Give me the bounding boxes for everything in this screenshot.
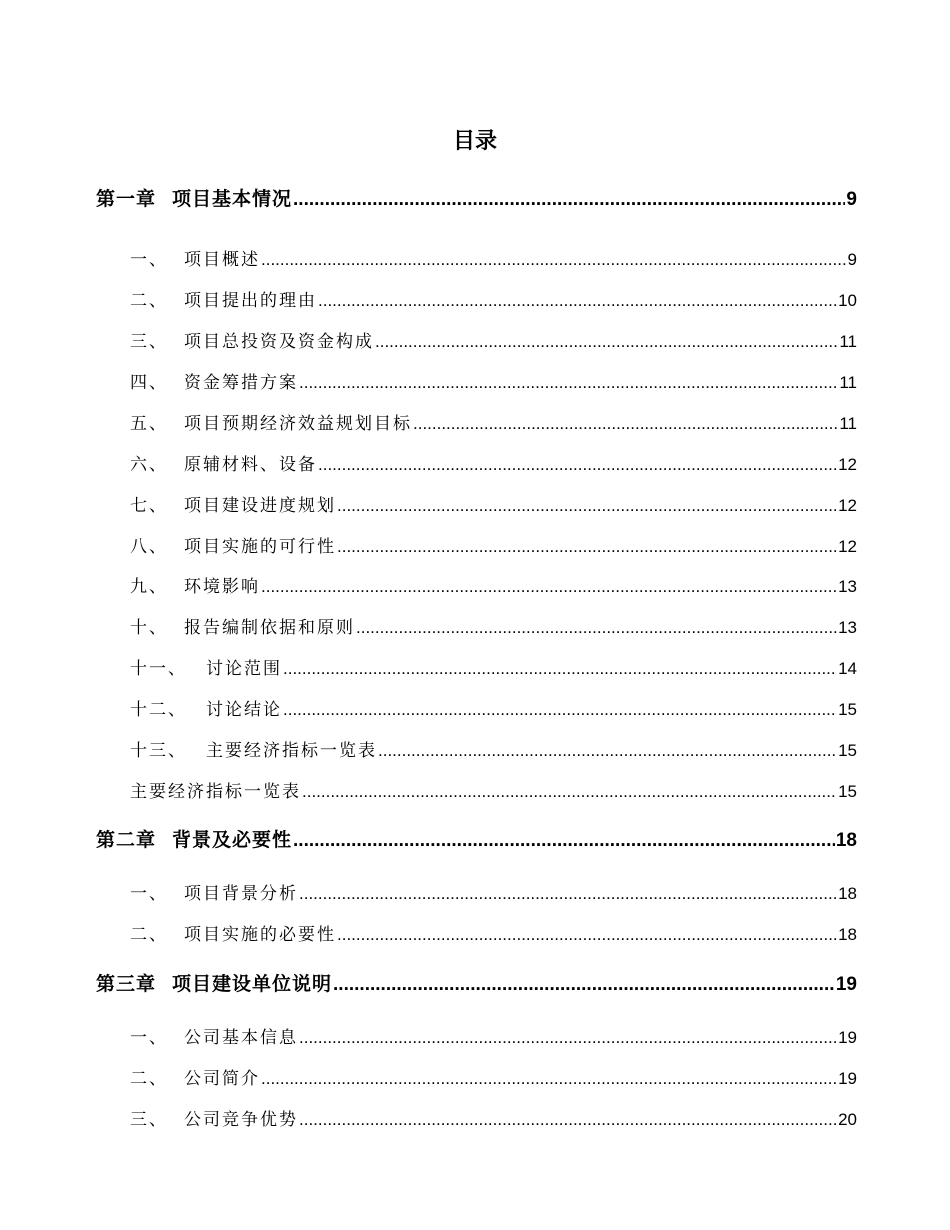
section-number: 三、 [130, 332, 168, 352]
toc-section[interactable] [130, 450, 857, 474]
dot-leader [293, 830, 835, 852]
section-number: 一、 [130, 884, 168, 904]
section-number: 二、 [130, 291, 168, 311]
section-number: 九、 [130, 577, 168, 597]
dot-leader [413, 414, 838, 434]
section-title: 项目背景分析 [184, 884, 298, 904]
toc-chapter[interactable] [96, 969, 857, 993]
dot-leader [283, 659, 837, 679]
dot-leader [299, 1028, 837, 1048]
page-number: 11 [839, 414, 857, 433]
page-number: 12 [838, 455, 857, 474]
section-number: 十、 [130, 618, 168, 638]
toc-section[interactable] [130, 286, 857, 310]
toc-section[interactable] [130, 777, 857, 801]
section-title: 项目概述 [184, 250, 260, 270]
dot-leader [337, 925, 837, 945]
page-number: 13 [838, 577, 857, 596]
section-title: 环境影响 [184, 577, 260, 597]
section-number: 七、 [130, 496, 168, 516]
chapter-number: 第一章 [96, 188, 157, 210]
toc-section[interactable] [130, 695, 857, 719]
dot-leader [261, 250, 847, 270]
dot-leader [333, 974, 835, 996]
page-number: 11 [839, 373, 857, 392]
section-title: 主要经济指标一览表 [130, 782, 301, 802]
section-title: 讨论范围 [206, 659, 282, 679]
section-number: 二、 [130, 1069, 168, 1089]
dot-leader [378, 741, 837, 761]
page-number: 18 [835, 830, 857, 851]
dot-leader [337, 496, 837, 516]
page-number: 15 [838, 741, 857, 760]
toc-section[interactable] [130, 327, 857, 351]
section-title: 公司基本信息 [184, 1028, 298, 1048]
page-number: 18 [838, 884, 857, 903]
dot-leader [318, 291, 837, 311]
section-title: 项目实施的可行性 [184, 537, 336, 557]
page-number: 20 [838, 1110, 857, 1129]
page-number: 12 [838, 537, 857, 556]
toc-section[interactable] [130, 654, 857, 678]
section-title: 公司竞争优势 [184, 1110, 298, 1130]
dot-leader [337, 537, 837, 557]
dot-leader [318, 455, 837, 475]
page-number: 15 [838, 700, 857, 719]
section-number: 一、 [130, 250, 168, 270]
page-number: 13 [838, 618, 857, 637]
toc-section[interactable] [130, 1023, 857, 1047]
section-number: 十一、 [130, 659, 187, 679]
toc-section[interactable] [130, 613, 857, 637]
section-title: 项目总投资及资金构成 [184, 332, 374, 352]
page-number: 14 [838, 659, 857, 678]
dot-leader [261, 577, 837, 597]
page-number: 18 [838, 925, 857, 944]
section-title: 主要经济指标一览表 [206, 741, 377, 761]
section-title: 资金筹措方案 [184, 373, 298, 393]
chapter-number: 第三章 [96, 973, 157, 995]
chapter-title: 项目建设单位说明 [172, 973, 333, 995]
toc-chapter[interactable] [96, 184, 857, 208]
dot-leader [299, 373, 838, 393]
dot-leader [283, 700, 837, 720]
toc-section[interactable] [130, 1064, 857, 1088]
dot-leader [299, 884, 837, 904]
section-title: 项目实施的必要性 [184, 925, 336, 945]
toc-section[interactable] [130, 736, 857, 760]
section-number: 八、 [130, 537, 168, 557]
page-number: 15 [838, 782, 857, 801]
toc-section[interactable] [130, 920, 857, 944]
toc-section[interactable] [130, 1105, 857, 1129]
chapter-title: 项目基本情况 [172, 188, 293, 210]
dot-leader [261, 1069, 837, 1089]
page-number: 19 [838, 1028, 857, 1047]
toc-section[interactable] [130, 572, 857, 596]
section-title: 项目建设进度规划 [184, 496, 336, 516]
section-title: 原辅材料、设备 [184, 455, 317, 475]
page-number: 19 [838, 1069, 857, 1088]
toc-section[interactable] [130, 409, 857, 433]
section-title: 报告编制依据和原则 [184, 618, 355, 638]
section-title: 公司简介 [184, 1069, 260, 1089]
dot-leader [302, 782, 837, 802]
dot-leader [299, 1110, 837, 1130]
section-number: 十三、 [130, 741, 187, 761]
section-number: 三、 [130, 1110, 168, 1130]
section-number: 六、 [130, 455, 168, 475]
page-number: 9 [846, 189, 857, 210]
page-number: 12 [838, 496, 857, 515]
section-number: 十二、 [130, 700, 187, 720]
toc-title: 目录 [452, 129, 497, 154]
chapter-title: 背景及必要性 [172, 829, 293, 851]
toc-chapter[interactable] [96, 825, 857, 849]
dot-leader [356, 618, 837, 638]
chapter-number: 第二章 [96, 829, 157, 851]
section-title: 讨论结论 [206, 700, 282, 720]
page-number: 19 [835, 974, 857, 995]
section-number: 五、 [130, 414, 168, 434]
page-number: 10 [838, 291, 857, 310]
section-title: 项目提出的理由 [184, 291, 317, 311]
toc-section[interactable] [130, 532, 857, 556]
toc-section[interactable] [130, 368, 857, 392]
dot-leader [293, 189, 845, 211]
toc-section[interactable] [130, 879, 857, 903]
toc-section[interactable] [130, 245, 857, 269]
section-title: 项目预期经济效益规划目标 [184, 414, 412, 434]
toc-section[interactable] [130, 491, 857, 515]
section-number: 一、 [130, 1028, 168, 1048]
section-number: 二、 [130, 925, 168, 945]
section-number: 四、 [130, 373, 168, 393]
page-number: 11 [839, 332, 857, 351]
page-number: 9 [847, 250, 857, 269]
dot-leader [375, 332, 838, 352]
